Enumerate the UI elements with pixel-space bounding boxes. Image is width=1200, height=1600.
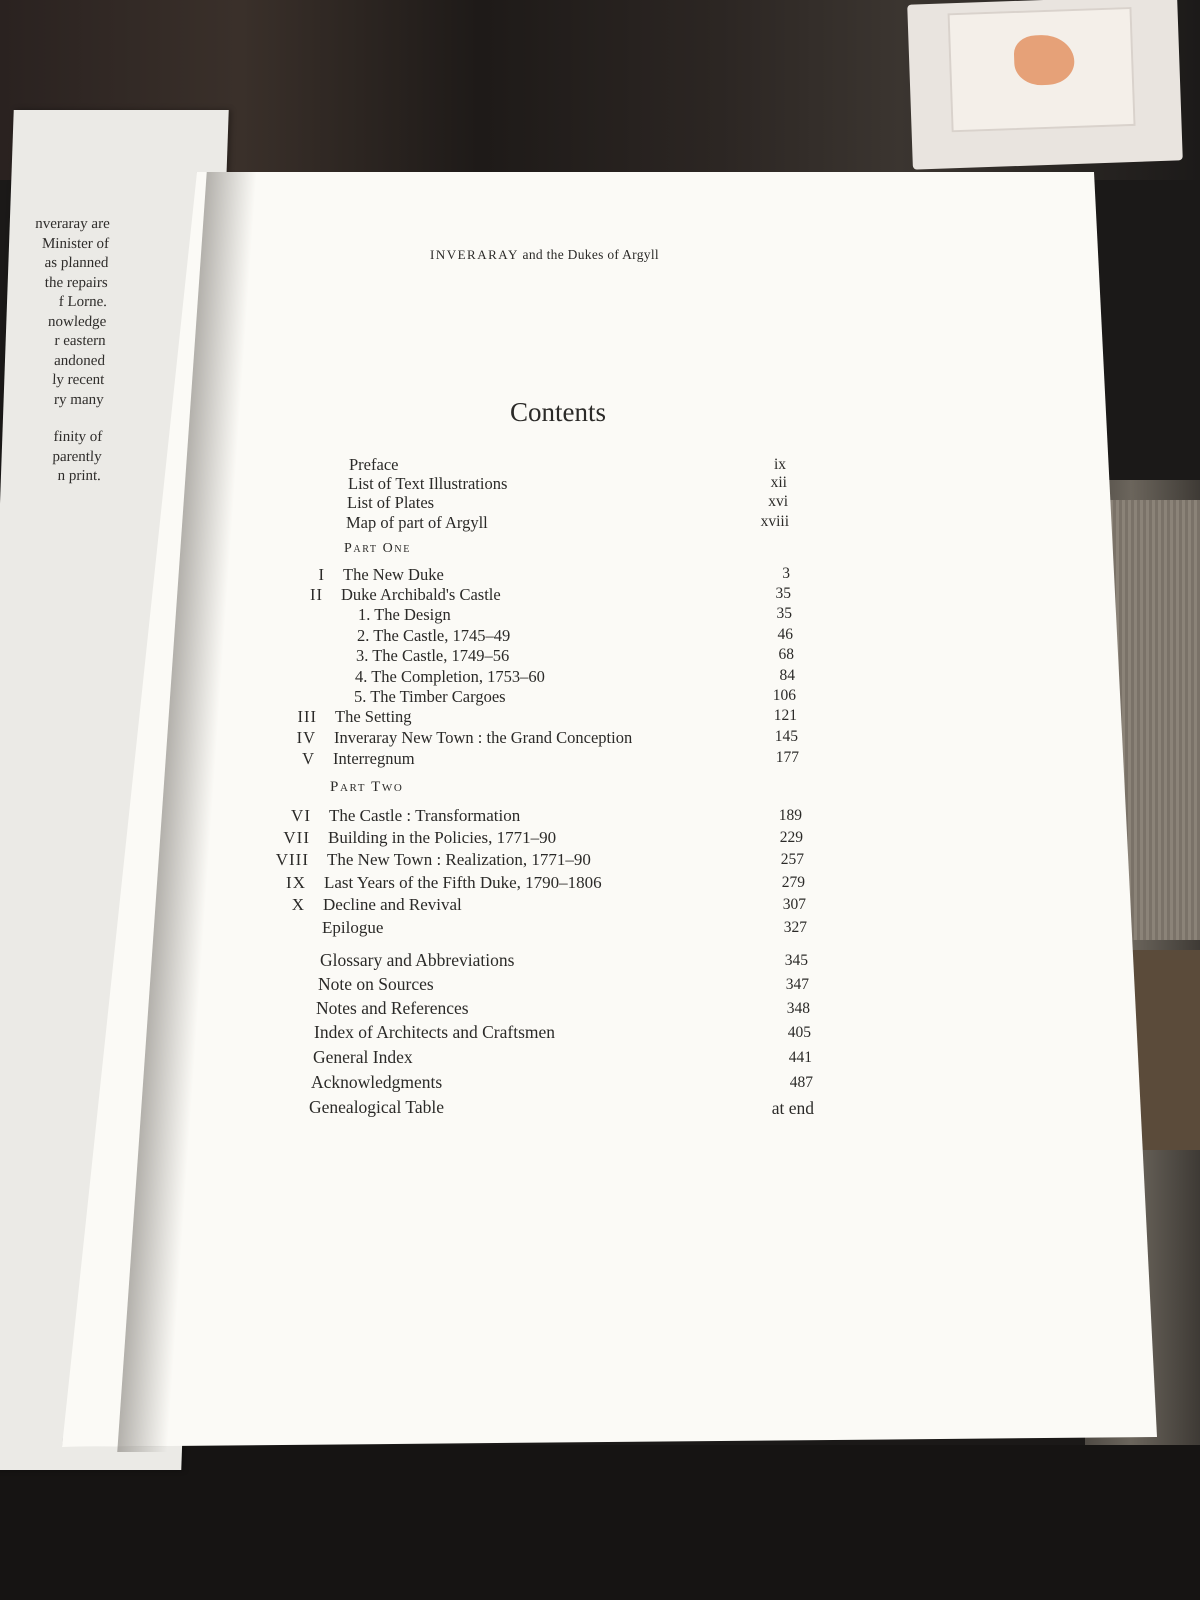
toc-entry-page: xviii	[760, 513, 789, 530]
part-heading: Part Two	[330, 779, 404, 795]
toc-entry	[347, 493, 434, 515]
chapter-title: Inveraray New Town : the Grand Conception	[334, 728, 633, 747]
subentry-title: 4. The Completion, 1753–60	[355, 667, 545, 686]
toc-entry-page: 145	[774, 728, 798, 745]
toc-entry-page: 3	[782, 565, 790, 582]
toc-entry-page: 307	[782, 896, 806, 913]
chapter-number: III	[297, 707, 317, 726]
page-title: Contents	[510, 397, 607, 427]
toc-entry-page: 177	[775, 749, 799, 766]
toc-entry	[313, 1047, 413, 1069]
toc-entry-label: Glossary and Abbreviations	[320, 950, 515, 970]
toc-chapter	[291, 895, 462, 917]
toc-subentry	[357, 626, 510, 648]
toc-entry-page: 46	[777, 626, 793, 643]
toc-entry-page: 279	[781, 874, 805, 891]
toc-subentry	[356, 646, 509, 668]
toc-entry-page: 347	[785, 976, 809, 993]
toc-entry-label: Note on Sources	[318, 974, 434, 994]
left-line: andoned	[53, 352, 106, 369]
chapter-number: V	[302, 749, 315, 768]
left-line: nowledge	[47, 313, 107, 330]
subentry-title: 5. The Timber Cargoes	[354, 687, 506, 706]
toc-entry-label: Notes and References	[316, 998, 469, 1018]
left-line: f Lorne.	[58, 294, 108, 310]
toc-entry-page: 487	[789, 1074, 813, 1091]
toc-entry-label: Preface	[349, 455, 399, 474]
left-line: n print.	[57, 468, 102, 484]
subentry-title: 1. The Design	[358, 605, 451, 624]
toc-entry-page: 106	[772, 687, 796, 704]
toc-entry	[314, 1022, 555, 1044]
running-head-caps: INVERARAY	[430, 247, 519, 262]
chapter-title: Decline and Revival	[323, 895, 462, 914]
toc-entry-label: Map of part of Argyll	[346, 513, 488, 532]
toc-chapter	[310, 585, 501, 607]
left-line: ry many	[53, 391, 104, 408]
chapter-title: The New Town : Realization, 1771–90	[327, 850, 591, 869]
chapter-title: Duke Archibald's Castle	[341, 585, 501, 604]
toc-entry-label: Acknowledgments	[311, 1072, 443, 1092]
left-line: r eastern	[54, 333, 106, 349]
left-line: parently	[52, 448, 102, 465]
chapter-title: Interregnum	[333, 749, 415, 768]
toc-entry-page: 345	[784, 952, 808, 969]
chapter-number: VIII	[275, 850, 309, 869]
toc-entry	[322, 918, 383, 940]
left-line: as planned	[44, 255, 109, 271]
toc-entry-page: 348	[786, 1000, 810, 1017]
toc-chapter	[297, 707, 412, 729]
chapter-title: The Castle : Transformation	[329, 806, 521, 825]
toc-entry-page: 327	[783, 919, 807, 936]
chapter-number: II	[310, 585, 323, 604]
toc-entry	[309, 1097, 444, 1119]
toc-entry-page: xii	[770, 474, 787, 491]
subentry-title: 3. The Castle, 1749–56	[356, 646, 510, 665]
chapter-number: IX	[286, 873, 306, 892]
left-line: ly recent	[51, 372, 105, 388]
left-line: nveraray are	[34, 216, 111, 232]
chapter-number: VII	[283, 828, 310, 847]
toc-entry-page: xvi	[768, 493, 788, 510]
toc-chapter	[296, 728, 633, 750]
toc-entry-page: 35	[776, 605, 792, 622]
toc-entry	[320, 950, 514, 972]
chapter-title: Last Years of the Fifth Duke, 1790–1806	[324, 873, 602, 892]
toc-entry-page: 121	[773, 707, 797, 724]
chapter-title: The Setting	[335, 707, 412, 726]
toc-entry-label: Genealogical Table	[309, 1097, 444, 1117]
toc-chapter	[291, 806, 521, 828]
toc-entry-page: 84	[779, 667, 795, 684]
toc-entry-page: 68	[778, 646, 794, 663]
running-head-rest: and the Dukes of Argyll	[522, 247, 659, 262]
toc-entry-page: 189	[778, 807, 802, 824]
toc-entry-page: 35	[775, 585, 791, 602]
left-line: Minister of	[41, 235, 110, 252]
running-head	[430, 247, 659, 263]
toc-chapter	[286, 873, 602, 895]
subentry-title: 2. The Castle, 1745–49	[357, 626, 511, 645]
left-line: the repairs	[44, 274, 109, 291]
toc-entry-page: 441	[788, 1049, 812, 1066]
toc-entry	[318, 974, 434, 996]
toc-entry-page: 229	[779, 829, 803, 846]
chapter-number: I	[318, 565, 325, 584]
toc-entry	[316, 998, 469, 1020]
toc-subentry	[358, 605, 451, 627]
toc-chapter	[318, 565, 444, 587]
toc-chapter	[283, 828, 557, 850]
toc-entry-page: 405	[787, 1024, 811, 1041]
toc-entry	[346, 513, 488, 535]
toc-subentry	[354, 687, 506, 709]
toc-chapter	[275, 850, 591, 872]
toc-entry-page: 257	[780, 851, 804, 868]
part-heading: Part One	[344, 541, 411, 556]
toc-entry-label: General Index	[313, 1047, 413, 1067]
chapter-title: The New Duke	[343, 565, 444, 584]
chapter-number: VI	[291, 806, 311, 825]
left-line: finity of	[53, 429, 103, 445]
toc-entry-label: Index of Architects and Craftsmen	[314, 1022, 556, 1042]
chapter-number: IV	[296, 728, 316, 747]
chapter-title: Building in the Policies, 1771–90	[328, 828, 557, 847]
toc-entry-label: List of Plates	[347, 493, 435, 512]
toc-entry-label: List of Text Illustrations	[348, 474, 508, 493]
chapter-number: X	[291, 895, 305, 914]
toc-subentry	[355, 667, 545, 689]
toc-entry-label: Epilogue	[322, 918, 384, 937]
toc-entry-page: at end	[771, 1098, 814, 1118]
toc-entry-page: ix	[773, 456, 786, 473]
toc-chapter	[302, 749, 415, 771]
toc-entry	[311, 1072, 442, 1094]
